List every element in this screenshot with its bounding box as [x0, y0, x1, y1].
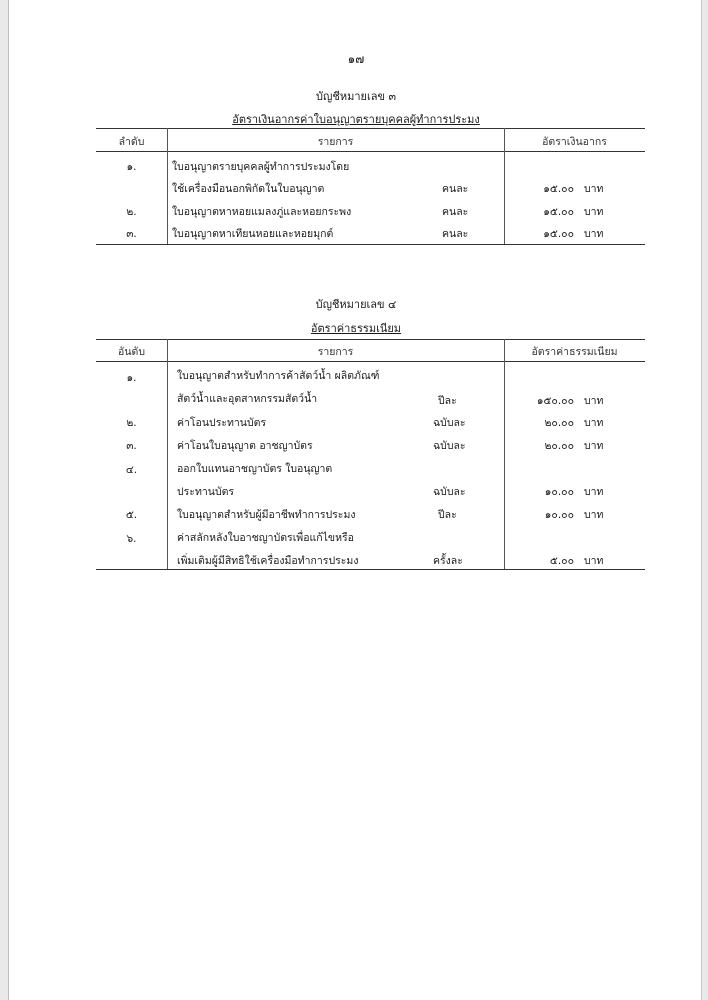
row-amount: ๑๐.๐๐ [544, 486, 574, 498]
row-unit: คนละ [442, 228, 469, 240]
table-rule [96, 128, 645, 129]
row-item-continued: สัตว์น้ำและอุตสาหกรรมสัตว์น้ำ [177, 393, 318, 405]
row-item-continued: เพิ่มเติมผู้มีสิทธิใช้เครื่องมือทำการประมง [177, 555, 359, 567]
column-header-no: อันดับ [118, 346, 145, 358]
row-currency: บาท [584, 183, 604, 195]
column-header-item: รายการ [317, 346, 354, 358]
row-item-continued: ใช้เครื่องมือนอกพิกัดในใบอนุญาต [172, 183, 325, 195]
row-currency: บาท [584, 509, 604, 521]
row-unit: คนละ [442, 183, 469, 195]
row-number: ๖. [126, 533, 137, 545]
table-rule [96, 569, 645, 570]
table-rule [96, 244, 645, 245]
row-amount: ๒๐.๐๐ [544, 417, 574, 429]
row-currency: บาท [584, 486, 604, 498]
page-number: ๑๗ [347, 52, 365, 66]
table-rule [96, 339, 645, 340]
column-header-item: รายการ [317, 136, 354, 148]
column-divider [504, 339, 505, 569]
row-unit: ฉบับละ [433, 486, 466, 498]
row-item: ค่าโอนประทานบัตร [177, 417, 267, 429]
row-amount: ๑๕.๐๐ [543, 206, 574, 218]
row-unit: ครั้งละ [433, 555, 463, 567]
row-number: ๒. [126, 206, 137, 218]
row-amount: ๑๕๐.๐๐ [536, 395, 574, 407]
column-divider [167, 339, 168, 569]
row-currency: บาท [584, 555, 604, 567]
row-item: ใบอนุญาตหาหอยแมลงภู่และหอยกระพง [172, 206, 352, 218]
row-amount: ๑๕.๐๐ [543, 228, 574, 240]
column-header-rate: อัตราเงินอากร [542, 136, 607, 148]
row-unit: คนละ [442, 206, 469, 218]
document-page [8, 0, 702, 1000]
column-header-no: ลำดับ [118, 136, 145, 148]
row-item: ใบอนุญาตสำหรับผู้มีอาชีพทำการประมง [177, 509, 356, 521]
row-amount: ๒๐.๐๐ [544, 440, 574, 452]
row-number: ๒. [126, 417, 137, 429]
row-amount: ๕.๐๐ [549, 555, 574, 567]
row-amount: ๑๐.๐๐ [544, 509, 574, 521]
row-number: ๓. [126, 440, 137, 452]
row-item-continued: ประทานบัตร [177, 486, 235, 498]
row-unit: ฉบับละ [433, 440, 466, 452]
row-number: ๕. [125, 509, 138, 521]
row-unit: ปีละ [438, 509, 457, 521]
row-item: ใบอนุญาตรายบุคคลผู้ทำการประมงโดย [172, 161, 350, 173]
schedule-3-heading: บัญชีหมายเลข ๓ [316, 90, 396, 103]
row-number: ๑. [126, 161, 137, 173]
row-number: ๓. [126, 228, 137, 240]
row-currency: บาท [584, 395, 604, 407]
row-number: ๔. [125, 464, 138, 476]
row-item: ค่าสลักหลังใบอาชญาบัตรเพื่อแก้ไขหรือ [177, 532, 354, 544]
row-item: ค่าโอนใบอนุญาต อาชญาบัตร [177, 440, 313, 452]
schedule-4-heading: บัญชีหมายเลข ๔ [315, 298, 397, 311]
row-item: ใบอนุญาตหาเทียนหอยและหอยมุกต์ [172, 228, 334, 240]
row-item: ออกใบแทนอาชญาบัตร ใบอนุญาต [177, 463, 333, 475]
row-item: ใบอนุญาตสำหรับทำการค้าสัตว์น้ำ ผลิตภัณฑ์ [177, 370, 380, 382]
table-rule [96, 151, 645, 152]
row-currency: บาท [584, 440, 604, 452]
row-currency: บาท [584, 206, 604, 218]
row-unit: ฉบับละ [433, 417, 466, 429]
row-currency: บาท [584, 417, 604, 429]
schedule-4-subheading: อัตราค่าธรรมเนียม [310, 322, 402, 335]
table-rule [96, 361, 645, 362]
schedule-3-subheading: อัตราเงินอากรค่าใบอนุญาตรายบุคคลผู้ทำการประมง [232, 113, 480, 126]
row-amount: ๑๕.๐๐ [543, 183, 574, 195]
row-unit: ปีละ [438, 395, 457, 407]
row-number: ๑. [126, 372, 137, 384]
column-header-rate: อัตราค่าธรรมเนียม [531, 346, 618, 358]
row-currency: บาท [584, 228, 604, 240]
